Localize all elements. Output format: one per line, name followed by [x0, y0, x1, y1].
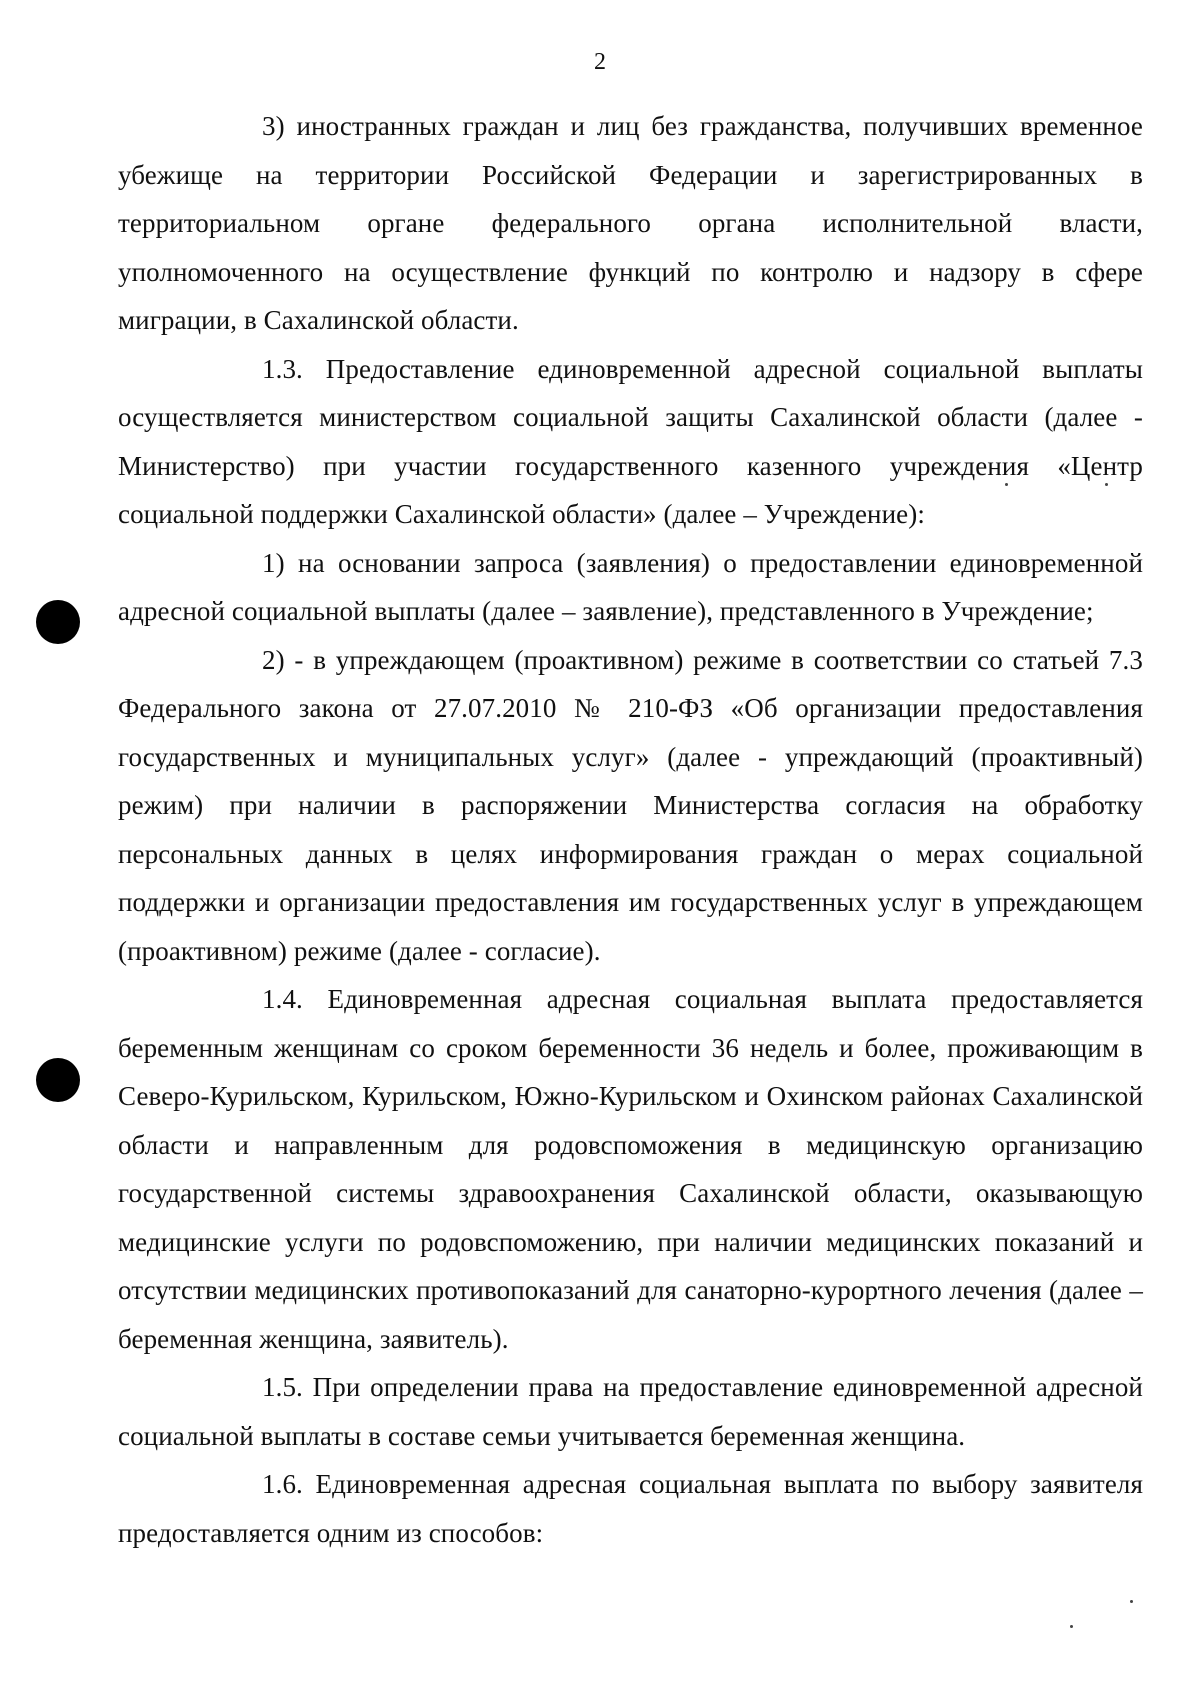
punch-hole	[36, 1058, 80, 1102]
paragraph-item-1	[118, 539, 1143, 636]
paragraph-number: 1)	[262, 547, 285, 578]
page-number: 2	[594, 49, 606, 75]
paragraph-number: 1.6.	[262, 1469, 303, 1499]
paragraph-item-2	[118, 636, 1143, 976]
paragraph-text: Единовременная адресная социальная выплата предоставляется беременным женщинам со сроком беременности 36 недель и более, проживающим в Северо-Курильском, Курильском, Южно-Курильском и Охинском районах Сахалинской области и направленным для родовспоможения в медицинскую организацию государственной системы здравоохранения Сахалинской области, оказывающую медицинские услуги по родовспоможению, при наличии медицинских показаний и отсутствии медицинских противопоказаний для санаторно-курортного лечения (далее – беременная женщина, заявитель).	[118, 984, 1143, 1354]
paragraph-text: иностранных граждан и лиц без гражданства, получивших временное убежище на территории Российской Федерации и зарегистрированных в территориальном органе федерального органа исполнительной власти, уполномоченного на осуществление функций по контролю и надзору в сфере миграции, в Сахалинской области.	[118, 111, 1143, 335]
paragraph-number: 2)	[262, 644, 285, 675]
paragraph-text: При определении права на предоставление единовременной адресной социальной выплаты в составе семьи учитывается беременная женщина.	[118, 1372, 1143, 1451]
paragraph-text: Предоставление единовременной адресной социальной выплаты осуществляется министерством социальной защиты Сахалинской области (далее - Министерство) при участии государственного казенного учреждения «Центр социальной поддержки Сахалинской области» (далее – Учреждение):	[118, 353, 1143, 529]
paragraph-number: 1.3.	[262, 353, 303, 384]
scan-speck	[1070, 1625, 1073, 1628]
punch-hole	[36, 600, 80, 644]
paragraph-1-5	[118, 1363, 1143, 1460]
paragraph-text: на основании запроса (заявления) о предоставлении единовременной адресной социальной выплаты (далее – заявление), представленного в Учреждение;	[118, 547, 1143, 626]
paragraph-number: 3)	[262, 111, 285, 141]
paragraph-number: 1.4.	[262, 984, 303, 1014]
paragraph-number: 1.5.	[262, 1372, 303, 1402]
paragraph-item-3	[118, 102, 1143, 345]
paragraph-1-3	[118, 345, 1143, 539]
paragraph-1-6	[118, 1460, 1143, 1557]
paragraph-1-4	[118, 975, 1143, 1363]
paragraph-text: - в упреждающем (проактивном) режиме в соответствии со статьей 7.3 Федерального закона от 27.07.2010 № 210-ФЗ «Об организации предоставления государственных и муниципальных услуг» (далее - упреждающий (проактивный) режим) при наличии в распоряжении Министерства согласия на обработку персональных данных в целях информирования граждан о мерах социальной поддержки и организации предоставления им государственных услуг в упреждающем (проактивном) режиме (далее - согласие).	[118, 644, 1143, 966]
scan-speck	[1130, 1600, 1133, 1603]
paragraph-text: Единовременная адресная социальная выплата по выбору заявителя предоставляется одним из способов:	[118, 1469, 1143, 1548]
document-body	[118, 102, 1143, 1557]
